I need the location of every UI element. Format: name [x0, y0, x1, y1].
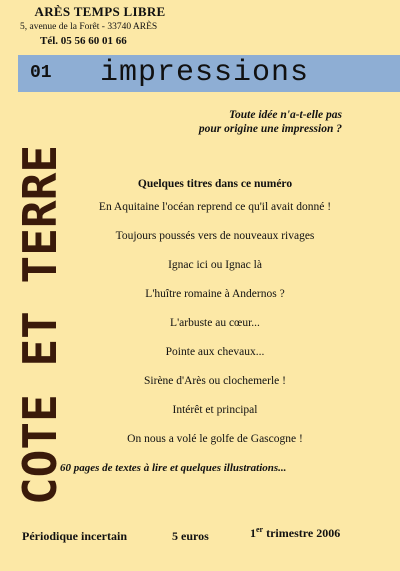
publisher-name: ARÈS TEMPS LIBRE [34, 4, 166, 19]
toc-item: Pointe aux chevaux... [165, 346, 265, 358]
toc-item: Ignac ici ou Ignac là [168, 259, 262, 271]
title-banner [18, 55, 400, 92]
publisher-block [20, 4, 220, 47]
toc-item: L'arbuste au cœur... [170, 317, 260, 329]
tagline [122, 108, 342, 136]
publisher-address: 5, avenue de la Forêt - 33740 ARÈS [20, 22, 158, 32]
publisher-phone: Tél. 05 56 60 01 66 [40, 35, 127, 47]
quarter-number: 1 [250, 526, 256, 540]
toc-item: Toujours poussés vers de nouveaux rivages [115, 230, 315, 242]
tagline-line: Toute idée n'a-t-elle pas [229, 109, 342, 121]
toc-item: Sirène d'Arès ou clochemerle ! [144, 375, 286, 387]
quarter-text: trimestre 2006 [263, 526, 341, 540]
table-of-contents [55, 178, 375, 461]
quarter-suffix: er [256, 525, 264, 534]
toc-item: En Aquitaine l'océan reprend ce qu'il avait donné ! [98, 201, 332, 213]
tagline-line: pour origine une impression ? [198, 123, 342, 135]
closing-note: 60 pages de textes à lire et quelques illustrations... [60, 462, 287, 474]
toc-heading: Quelques titres dans ce numéro [137, 178, 293, 190]
toc-item: L'huître romaine à Andernos ? [145, 288, 285, 300]
price: 5 euros [172, 529, 209, 543]
toc-item: Intérêt et principal [172, 404, 258, 416]
magazine-title: impressions [100, 56, 310, 90]
vertical-title: COTE ET TERRE [13, 144, 67, 506]
issue-quarter [250, 525, 340, 541]
issue-number: 01 [30, 63, 52, 83]
periodicity: Périodique incertain [22, 529, 127, 543]
toc-item: On nous a volé le golfe de Gascogne ! [127, 433, 303, 445]
